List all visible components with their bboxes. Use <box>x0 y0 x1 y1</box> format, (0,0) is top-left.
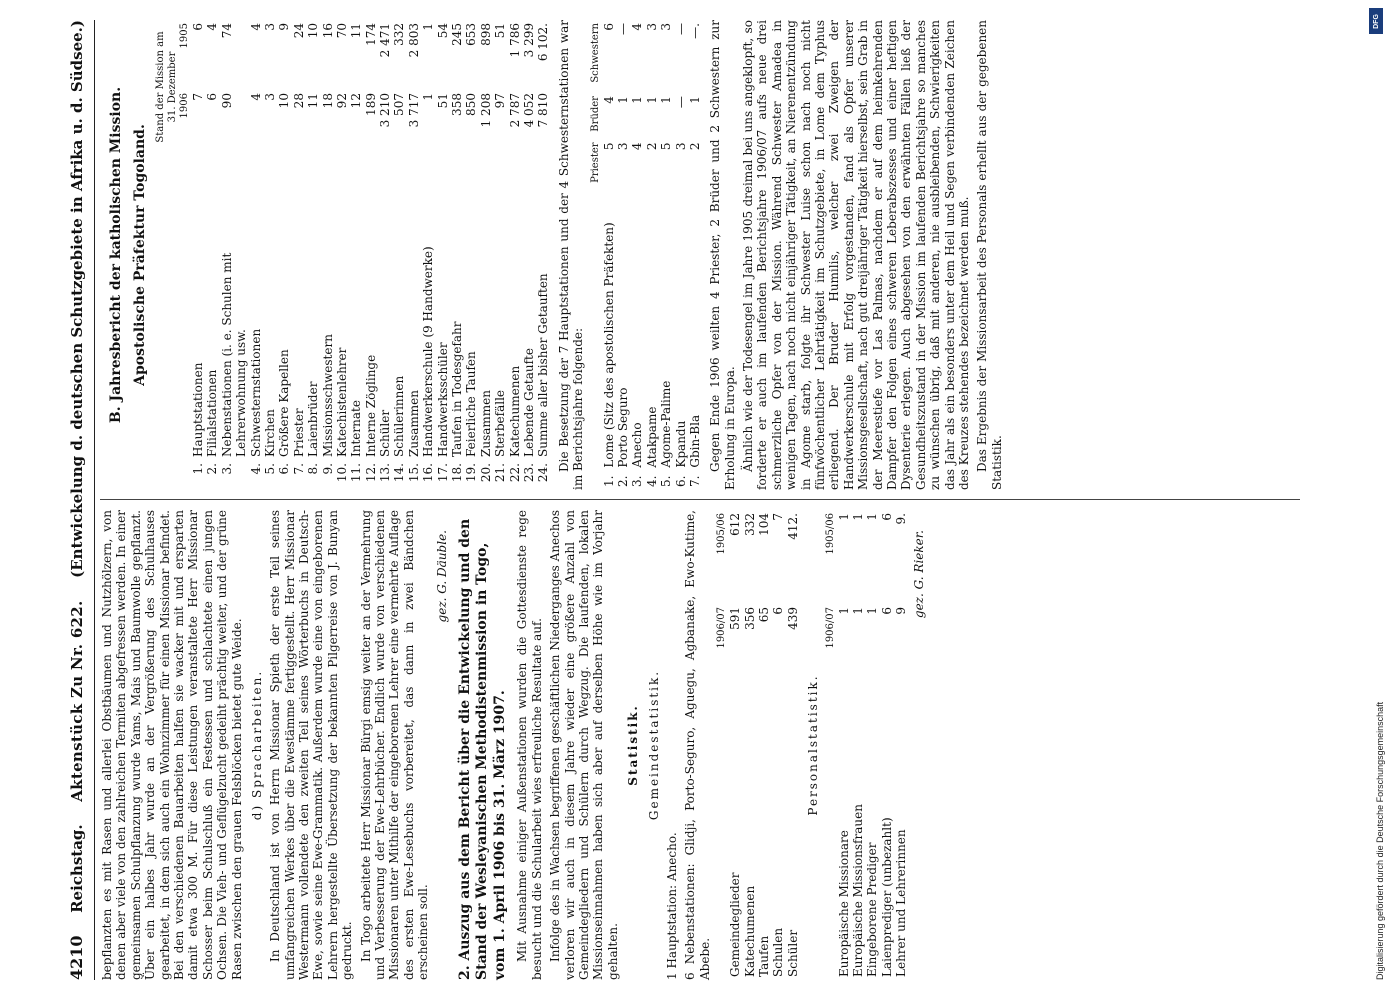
dfg-logo-text: DFG <box>1372 13 1380 29</box>
row-value: — <box>673 23 688 35</box>
row-number: 5. <box>659 475 674 487</box>
paragraph: In Deutschland ist von Herrn Missionar Spieth der erste Teil seines umfangreichen Werkes über die Ewestämme fertiggestellt. Herr Missionar Westermann vollendete den zweiten Teil seines Wörterbuchs in Deutsch-Ewe, sowie seine Ewe-Grammatik. Außerdem wurde eine von eingeborenen Lehrern hergestellte Übersetzung der bekannten Pilgerreise von J. Bunyan gedruckt. <box>268 510 355 980</box>
row-label: Laienprediger (unbezahlt) <box>879 817 894 977</box>
table-row <box>688 20 702 490</box>
row-number: 6. <box>277 463 292 475</box>
table-row <box>263 20 277 490</box>
column-header: Priester <box>589 142 601 183</box>
column-header: 1906 <box>179 93 190 119</box>
row-value: 1 <box>865 607 880 615</box>
row-label: Lehrer und Lehrerinnen <box>894 829 909 977</box>
table-row <box>522 20 536 490</box>
row-label: Katechistenlehrer <box>334 347 349 457</box>
row-label: Taufen <box>756 935 771 977</box>
left-column <box>100 510 1310 980</box>
row-value: 1 208 <box>478 93 493 128</box>
row-number: 14. <box>392 463 407 483</box>
row-value: 11 <box>306 93 321 109</box>
row-label: Kirchen <box>262 409 277 457</box>
besetzung-table-body <box>602 20 703 490</box>
row-value: 1 <box>836 607 851 615</box>
row-value: 1 <box>687 96 702 104</box>
row-value: 612 <box>728 513 743 536</box>
row-value: 1 786 <box>507 23 522 58</box>
row-number: 4. <box>248 463 263 475</box>
table-header-row <box>590 20 602 490</box>
row-value: 3 <box>262 23 277 31</box>
row-value: 4 <box>248 23 263 31</box>
row-value: 5 <box>601 142 616 151</box>
row-value: 11 <box>349 23 364 39</box>
table-row <box>191 20 205 490</box>
row-label: Größere Kapellen <box>277 349 292 457</box>
row-value: 3 <box>262 93 277 101</box>
table-row <box>349 20 363 490</box>
header-left-title: Reichstag. <box>68 824 86 913</box>
row-value: 439 <box>785 607 800 630</box>
row-label: Gemeindeglieder <box>728 872 743 977</box>
row-number: 3. <box>219 463 234 475</box>
section-heading-spracharbeiten: d) Spracharbeiten. <box>249 669 264 821</box>
row-value: 1 <box>850 513 865 521</box>
row-number: 22. <box>507 463 522 483</box>
row-value: 7 810 <box>536 93 551 128</box>
row-number: 6. <box>673 475 688 487</box>
table-row <box>436 20 450 490</box>
paragraph: Das Ergebnis der Missionsarbeit des Personals erhellt aus der gegebenen Statistik. <box>975 20 1004 490</box>
row-value: 6 <box>879 607 894 615</box>
stand-header: Stand der Mission am 31. Dezember <box>155 31 178 143</box>
row-label: Zusammen <box>478 390 493 457</box>
row-value: 2 803 <box>406 23 421 58</box>
row-number: 13. <box>378 463 393 483</box>
row-label: Kpandu <box>673 420 688 468</box>
table-row <box>277 20 291 490</box>
personal-table <box>825 510 909 980</box>
row-label: Schulen <box>771 927 786 977</box>
row-value: 3 210 <box>378 93 393 128</box>
row-value: 507 <box>392 93 407 116</box>
table-row <box>851 510 865 980</box>
row-number: 4. <box>644 475 659 487</box>
table-row <box>894 510 908 980</box>
row-value: 5 <box>659 142 674 151</box>
row-label: Summe aller bisher Getauften <box>536 273 551 457</box>
table-row <box>880 510 894 980</box>
table-row <box>674 20 688 490</box>
document-page <box>60 20 1320 980</box>
row-value: 16 <box>320 23 335 39</box>
paragraph: Die Besetzung der 7 Hauptstationen und der 4 Schwesternstationen war im Berichtsjahre folgende: <box>556 20 586 490</box>
paragraph: Infolge des in Wachsen begriffenen geschäftlichen Niederganges Anechos verloren wir auch in diesem Jahre wieder eine größere Anzahl von Gemeindegliedern und Schülern durch Wegzug. Die laufenden, lokalen Missionseinnahmen haben sich aber auf derselben Höhe wie im Vorjahr gehalten. <box>548 510 620 980</box>
paragraph: Gegen Ende 1906 weilten 4 Priester, 2 Brüder und 2 Schwestern zur Erholung in Europa. <box>708 20 737 490</box>
digitization-credit <box>1374 0 1386 980</box>
row-number: 5. <box>262 463 277 475</box>
table-row <box>321 20 335 490</box>
row-label: Interne Zöglinge <box>363 354 378 457</box>
row-label: Sterbefälle <box>493 389 508 457</box>
row-value: 358 <box>450 93 465 116</box>
header-subtitle: (Entwickelung d. deutschen Schutzgebiete in Afrika u. d. Südsee.) <box>68 20 86 578</box>
row-value: 1 <box>630 96 645 104</box>
row-value: 1 <box>615 96 630 104</box>
gemeinde-table <box>716 510 800 980</box>
row-label: Europäische Missionsfrauen <box>850 804 865 977</box>
section-subheading-togoland: Apostolische Präfektur Togoland. <box>131 124 148 386</box>
row-value: — <box>673 96 688 109</box>
dfg-logo <box>1369 8 1383 34</box>
column-header: Schwestern <box>589 23 601 83</box>
statistik-heading: Statistik. <box>626 704 641 786</box>
row-label: Schüler <box>785 929 800 977</box>
row-label: Katechumenen <box>742 885 757 977</box>
table-row <box>728 510 742 980</box>
right-column <box>100 20 1310 490</box>
row-label: Schwesternstationen <box>248 328 263 457</box>
stand-table <box>155 20 551 490</box>
row-value: 1 <box>421 23 436 31</box>
row-value: 6 <box>205 93 220 101</box>
row-label: Feierliche Taufen <box>464 351 479 457</box>
row-value: 653 <box>464 23 479 46</box>
row-value: 174 <box>363 23 378 46</box>
row-value: 4 <box>248 93 263 101</box>
row-label: Europäische Missionare <box>836 830 851 977</box>
row-value: 4 <box>630 142 645 151</box>
row-label: Zusammen <box>406 390 421 457</box>
personalstatistik-heading: Personalstatistik. <box>806 674 821 816</box>
row-number: 1. <box>191 463 205 475</box>
row-value: 1 <box>644 96 659 104</box>
table-row <box>249 20 263 490</box>
row-value: 104 <box>756 513 771 536</box>
row-value: 74 <box>219 23 234 39</box>
row-value: 1 <box>659 96 674 104</box>
row-number: 11. <box>349 463 364 483</box>
table-row <box>771 510 785 980</box>
row-number: 21. <box>493 463 508 483</box>
row-value: 7 <box>771 513 786 521</box>
row-value: 70 <box>334 23 349 39</box>
nebenstationen-line: 6 Nebenstationen: Glidji, Porto-Seguro, Aguegu, Agbanake, Ewo-Kutime, Abebe. <box>683 510 712 980</box>
row-label: Agome-Palime <box>659 380 674 468</box>
table-row <box>335 20 349 490</box>
row-value: 51 <box>435 93 450 109</box>
row-value: 412. <box>785 513 800 540</box>
paragraph: Ähnlich wie der Todesengel im Jahre 1905 dreimal bei uns angeklopft, so forderte er auch im laufenden Berichtsjahre 1906/07 aufs neue drei schmerzliche Opfer von der Mission. Während Schwester Amadea in wenigen Tagen, nach noch nicht einjähriger Tätigkeit, an Nierenentzündung in Agome starb, folgte ihr Schwester Luise schon nach noch nicht fünfwöchentlicher Lehrtätigkeit im Schutzgebiete, in Lome dem Typhus erliegend. Der Bruder Humilis, welcher zwei Zweigen der Handwerkerschule mit Erfolg vorgestanden, fand als Opfer unserer Missionsgesellschaft, nach gut dreijähriger Tätigkeit hierselbst, sein Grab in der Meerestiefe vor Las Palmas, nachdem er auf dem heimkehrenden Dampfer den Folgen eines schweren Leberabszesses und einer heftigen Dysenterie erlegen. Auch abgesehen von den erwähnten Fällen ließ der Gesundheitszustand in der Mission im laufenden Berichtsjahre so manches zu wünschen übrig, daß mit anderen, nie ausbleibenden, Schwierigkeiten das Jahr als ein besonders unter dem Heil und Segen verbindenden Zeichen des Kreuzes stehendes bezeichnet werden muß. <box>741 20 971 490</box>
row-number: 16. <box>421 463 436 483</box>
row-number: 9. <box>320 463 335 475</box>
row-number: 24. <box>536 463 551 483</box>
hauptstation-line: 1 Hauptstation: Anecho. <box>665 832 679 980</box>
row-value: 4 <box>630 23 645 31</box>
besetzung-table <box>590 20 703 490</box>
table-row <box>743 510 757 980</box>
row-label: Nebenstationen (i. e. Schulen mit Lehrerwohnung usw. <box>219 252 249 457</box>
row-label: Gbin-Bla <box>687 414 702 468</box>
table-row <box>306 20 320 490</box>
row-label: Schülerinnen <box>392 375 407 457</box>
column-header: 1905 <box>179 23 190 49</box>
row-value: 332 <box>742 513 757 536</box>
row-value: 245 <box>450 23 465 46</box>
column-header: 1905/06 <box>824 513 836 555</box>
table-row <box>407 20 421 490</box>
table-row <box>493 20 507 490</box>
row-value: 2 787 <box>507 93 522 128</box>
row-value: 54 <box>435 23 450 39</box>
table-row <box>205 20 219 490</box>
column-header: 1906/07 <box>824 607 836 649</box>
row-label: Internate <box>349 400 364 457</box>
row-label: Eingeborene Prediger <box>865 842 880 977</box>
credit-text: Digitalisierung gefördert durch die Deutsche Forschungsgemeinschaft <box>1375 701 1385 980</box>
row-value: 92 <box>334 93 349 109</box>
row-value: 1 <box>421 93 436 101</box>
table-row <box>757 510 771 980</box>
table-row <box>364 20 378 490</box>
section-heading-catholic-mission: B. Jahresbericht der katholischen Mission. <box>108 86 124 424</box>
row-value: 6 <box>601 23 616 31</box>
row-value: 6 102. <box>536 23 551 62</box>
paragraph: bepflanzten es mit Rasen und allerlei Obstbäumen und Nutzhölzern, von denen aber viele von den zahlreichen Termiten abgefressen werden. In einer gemeinsamen Schulpflanzung wurde Yams, Mais und Baumwolle gepflanzt. Über ein halbes Jahr wurde an der Vergrößerung des Schulhauses gearbeitet, in dem sich auch ein Wohnzimmer für einen Missionar befindet. Bei den verschiedenen Bauarbeiten halfen sie wacker mit und ersparten damit etwa 300 M. Für diese Leistungen veranstaltete Herr Missionar Schosser beim Schulschluß ein Festessen und schlachtete einen jungen Ochsen. Die Vieh- und Geflügelzucht gedeiht prächtig weiter, und der grüne Rasen zwischen den grauen Felsblöcken bietet gute Weide. <box>100 510 244 980</box>
row-value: 898 <box>478 23 493 46</box>
table-header-row <box>179 20 191 490</box>
row-value: 51 <box>493 23 508 39</box>
row-number: 7. <box>291 463 306 475</box>
stand-table-body <box>191 20 551 490</box>
table-row <box>659 20 673 490</box>
table-row <box>786 510 800 980</box>
row-number: 2. <box>205 463 220 475</box>
row-label: Lome (Sitz des apostolischen Präfekten) <box>601 222 616 468</box>
table-row <box>220 20 249 490</box>
row-label: Porto Seguro <box>615 387 630 468</box>
row-value: 2 471 <box>378 23 393 58</box>
row-value: 9. <box>894 513 909 525</box>
row-value: 65 <box>756 607 771 623</box>
table-row <box>630 20 644 490</box>
row-value: 356 <box>742 607 757 630</box>
row-label: Lebende Getaufte <box>521 348 536 457</box>
row-value: 3 299 <box>521 23 536 58</box>
row-value: 28 <box>291 93 306 109</box>
row-number: 17. <box>435 463 450 483</box>
row-value: 9 <box>277 23 292 31</box>
page-header <box>60 20 95 980</box>
column-header: Brüder <box>589 96 601 132</box>
row-value: 3 <box>615 142 630 151</box>
row-label: Schüler <box>378 409 393 457</box>
row-number: 20. <box>478 463 493 483</box>
row-value: 1 <box>836 513 851 521</box>
row-value: — <box>615 23 630 35</box>
row-number: 23. <box>521 463 536 483</box>
row-label: Filialstationen <box>205 369 220 457</box>
row-number: 1. <box>601 475 616 487</box>
row-value: 6 <box>879 513 894 521</box>
row-number: 2. <box>615 475 630 487</box>
header-main-title: Aktenstück Zu Nr. 622. <box>68 600 86 802</box>
signature-daeuble: gez. G. Däuble. <box>434 530 449 623</box>
row-value: 90 <box>219 93 234 109</box>
row-value: 10 <box>306 23 321 39</box>
table-row <box>837 510 851 980</box>
row-value: 591 <box>728 607 743 630</box>
row-label: Atakpame <box>644 406 659 468</box>
row-label: Laienbrüder <box>306 381 321 457</box>
row-number: 8. <box>306 463 321 475</box>
row-value: 18 <box>320 93 335 109</box>
row-label: Hauptstationen <box>191 362 205 457</box>
table-header-row <box>825 510 837 980</box>
paragraph: In Togo arbeitete Herr Missionar Bürgi emsig weiter an der Vermehrung und Verbesserung der Ewe-Lehrbücher. Endlich wurde von verschiedenen Missionaren unter Mithilfe der eingeborenen Lehrer eine vermehrte Auflage des ersten Ewe-Lesebuchs vorbereitet, das dann in zwei Bändchen erscheinen soll. <box>358 510 431 980</box>
row-number: 18. <box>450 463 465 483</box>
row-value: 1 <box>850 607 865 615</box>
table-row <box>865 510 879 980</box>
row-value: 4 052 <box>521 93 536 128</box>
row-value: 3 <box>673 142 688 151</box>
row-value: 850 <box>464 93 479 116</box>
table-header-row <box>716 510 728 980</box>
row-label: Katechumenen <box>507 365 522 457</box>
table-row <box>392 20 406 490</box>
table-row <box>421 20 435 490</box>
table-row <box>508 20 522 490</box>
row-value: 7 <box>191 93 205 101</box>
table-row <box>645 20 659 490</box>
column-divider <box>100 499 1300 500</box>
row-number: 3. <box>630 475 645 487</box>
row-value: 3 <box>644 23 659 31</box>
row-label: Priester <box>291 408 306 457</box>
page-number: 4210 <box>67 935 87 980</box>
row-value: —. <box>687 23 702 39</box>
table-header-row <box>155 20 179 490</box>
row-value: 10 <box>277 93 292 109</box>
row-value: 4 <box>205 23 220 31</box>
row-value: 2 <box>644 142 659 151</box>
table-row <box>292 20 306 490</box>
paragraph: Mit Ausnahme einiger Außenstationen wurden die Gottesdienste rege besucht und die Schularbeit wies erfreuliche Resultate auf. <box>515 510 544 980</box>
row-value: 97 <box>493 93 508 109</box>
row-value: 4 <box>601 96 616 104</box>
row-label: Missionsschwestern <box>320 334 335 457</box>
row-label: Handwerkerschule (9 Handwerke) <box>421 246 436 457</box>
row-number: 7. <box>687 475 702 487</box>
row-label: Anecho <box>630 422 645 468</box>
row-value: 6 <box>771 607 786 615</box>
row-value: 189 <box>363 93 378 116</box>
table-row <box>464 20 478 490</box>
gemeindestatistik-heading: Gemeindestatistik. <box>646 669 661 821</box>
row-value: 2 <box>687 142 702 151</box>
row-value: 12 <box>349 93 364 109</box>
row-value: 6 <box>191 23 205 31</box>
row-value: 3 <box>659 23 674 31</box>
row-label: Handwerksschüler <box>435 342 450 457</box>
row-value: 9 <box>894 607 909 615</box>
row-value: 1 <box>865 513 880 521</box>
section-heading-methodist-report: 2. Auszug aus dem Bericht über die Entwickelung und den Stand der Wesleyanischen Methodistenmission in Togo, vom 1. April 1906 bis 31. März 1907. <box>456 518 508 980</box>
table-row <box>616 20 630 490</box>
column-header: 1906/07 <box>716 607 728 649</box>
row-value: 24 <box>291 23 306 39</box>
row-number: 10. <box>334 463 349 483</box>
row-number: 19. <box>464 463 479 483</box>
row-label: Taufen in Todesgefahr <box>450 321 465 457</box>
row-number: 12. <box>363 463 378 483</box>
row-value: 3 717 <box>406 93 421 128</box>
table-row <box>378 20 392 490</box>
table-row <box>536 20 550 490</box>
table-row <box>479 20 493 490</box>
table-row <box>450 20 464 490</box>
table-row <box>602 20 616 490</box>
row-number: 15. <box>406 463 421 483</box>
column-header: 1905/06 <box>716 513 728 555</box>
row-value: 332 <box>392 23 407 46</box>
signature-rieker: gez. G. Rieker. <box>912 530 927 619</box>
